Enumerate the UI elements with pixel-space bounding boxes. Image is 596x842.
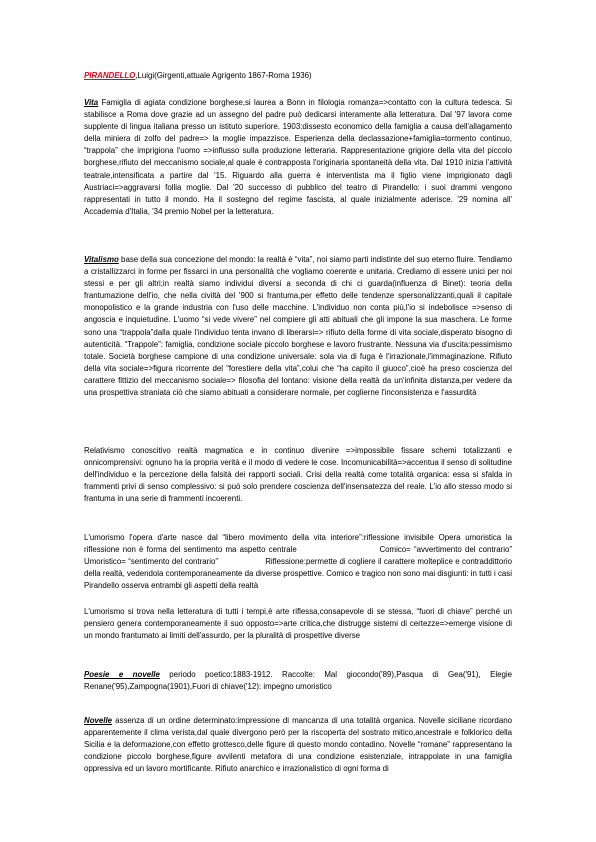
section-vitalismo <box>84 254 512 399</box>
section-text-umorismo: L'umorismo l'opera d'arte nasce dal “libero movimento della vita interiore”:riflessione invisibile Opera umoristica la riflessione non è forma del sentimento ma aspetto centrale Comico= “avvertimento del contrario” Umoristico= “sentimento del contrario” Riflessione:permette di cogliere il carattere molteplice e contraddittorio della realtà, vedendola contemporaneamente da diverse prospettive. Comico e tragico non sono mai disgiunti: in tutti i casi Pirandello osserva entrambi gli aspetti della realtà <box>84 533 515 591</box>
section-heading-poesie: Poesie e novelle <box>84 670 160 679</box>
section-text-novelle: assenza di un ordine determinato:impressione di mancanza di una totalità organica. Novelle siciliane ricordano apparentemente il clima verista,dal quale divergono però per la riscoperta del sostrato mitico,ancestrale e folklorico della Sicilia e la deformazione,con effetto grottesco,delle figure di questo mondo contadino. Novelle “romane” rappresentano la condizione piccolo borghese,figure avvilenti metafora di una condizione esistenziale, intrappolate in una famiglia oppressiva ed un lavoro mortificante. Rifiuto anarchico e irrazionalistico di ogni forma di <box>84 716 512 774</box>
section-text-relativismo: Relativismo conoscitivo realtà magmatica e in continuo divenire =>impossibile fissare schemi totalizzanti e onnicomprensivi: ognuno ha la propria verità e il modo di vedere le cose. Incomunicabilità=>accentua il senso di solitudine dell'individuo e la percezione della falsità dei rapporti sociali. Crisi della realtà come totalità organica: essa si sfalda in frammenti privi di senso complessivo: si può solo prendere coscienza dell'insensatezza del reale. L'io allo stesso modo si frantuma in una serie di frammenti incoerenti. <box>84 446 512 504</box>
section-relativismo <box>84 445 512 505</box>
section-umorismo-arte <box>84 606 512 642</box>
section-text-poesie: periodo poetico:1883-1912. Raccolte: Mal giocondo('89),Pasqua di Gea('91), Elegie Renane('95),Zampogna(1901),Fuori di chiave('12): impegno umoristico <box>84 670 512 692</box>
section-novelle <box>84 715 512 775</box>
document-title <box>84 70 512 82</box>
section-umorismo <box>84 532 515 592</box>
section-vita <box>84 97 512 218</box>
section-text-umorismo-arte: L'umorismo si trova nella letteratura di tutti i tempi,è arte riflessa,consapevole di se stessa, “fuori di chiave” perché un pensiero genera contemporaneamente il suo opposto=>arte critica,che distrugge sistemi di certezze=>emerge visione di un mondo frantumato ai limiti dell'assurdo, per la pluralità di prospettive diverse <box>84 607 512 641</box>
section-poesie <box>84 669 512 693</box>
section-text-vitalismo: base della sua concezione del mondo: la realtà è “vita”, noi siamo parti indistinte del suo eterno fluire. Tendiamo a cristallizzarci in forme per fissarci in una personalità che vogliamo coerente e unitaria. Crediamo di essere unici per noi stessi e per gli altri;in realtà siamo individui diversi a seconda di chi ci guarda(influenza di Binet): teoria della frantumazione dell'io, che nella civiltà del '900 si frantuma,per effetto delle tendenze spersonalizzanti,quali il capitale monopolistico e la grande industria con l'uso delle macchine. L'individuo non conta più,l'io si indebolisce =>senso di angoscia e inquietudine. L'uomo “si vede vivere” nel compiere gli atti abituali che gli impone la sua maschera. Le forme sono una “trappola”dalla quale l'individuo tenta invano di liberarsi=> rifiuto della forme di vita sociale,disperato bisogno di autenticità. “Trappole”: famiglia, condizione sociale piccolo borghese e lavoro frustrante. Nessuna via d'uscita:pessimismo totale. Società borghese campione di una condizione universale: sola via di fuga è l'irrazionale,l'immaginazione. Rifiuto della vita sociale=>figura ricorrente del “forestiere della vita”,colui che “ha capito il giuoco”,cioè ha preso coscienza del carattere fittizio del meccanismo sociale=> filosofia del lontano: visione della realtà da un'infinita distanza,per vedere da una prospettiva straniata ciò che siamo abituati a considerare normale, per coglierne l'inconsistenza e l'assurdità <box>84 255 512 398</box>
author-dates: ,Luigi(Girgenti,attuale Agrigento 1867-Roma 1936) <box>135 71 312 80</box>
section-heading-novelle: Novelle <box>84 716 113 725</box>
author-name: PIRANDELLO <box>84 71 136 80</box>
section-heading-vita: Vita <box>84 98 99 107</box>
section-heading-vitalismo: Vitalismo <box>84 255 119 264</box>
section-text-vita: Famiglia di agiata condizione borghese,si laurea a Bonn in filologia romanza=>contatto con la cultura tedesca. Si stabilisce a Roma dove grazie ad un assegno del padre può dedicarsi interamente alla letteratura. Dal '97 lavora come supplente di lingua italiana presso un istituto superiore. 1903:dissesto economico della famiglia a causa dell'allagamento della miniera di zolfo del padre=> la moglie impazzisce. Esperienza della declassazione+famiglia=tormento continuo, “trappola” che imprigiona l'uomo =>influsso sulla produzione letteraria. Rappresentazione grigiore della vita del piccolo borghese,rifiuto del meccanismo sociale,al quale è contrapposta l'originaria spontaneità della vita. Dal 1910 inizia l'attività teatrale,intensificata a partire dal '15. Riguardo alla guerra è interventista ma il figlio viene imprigionato dagli Austriaci=>aggravarsi follia moglie. Dal '20 successo di pubblico del teatro di Pirandello: i suoi drammi vengono rappresentati in tutto il mondo. Ha il sostegno del regime fascista, al quale inizialmente aderisce. '29 nomina all' Accademia d'Italia, '34 premio Nobel per la letteratura. <box>84 98 512 216</box>
